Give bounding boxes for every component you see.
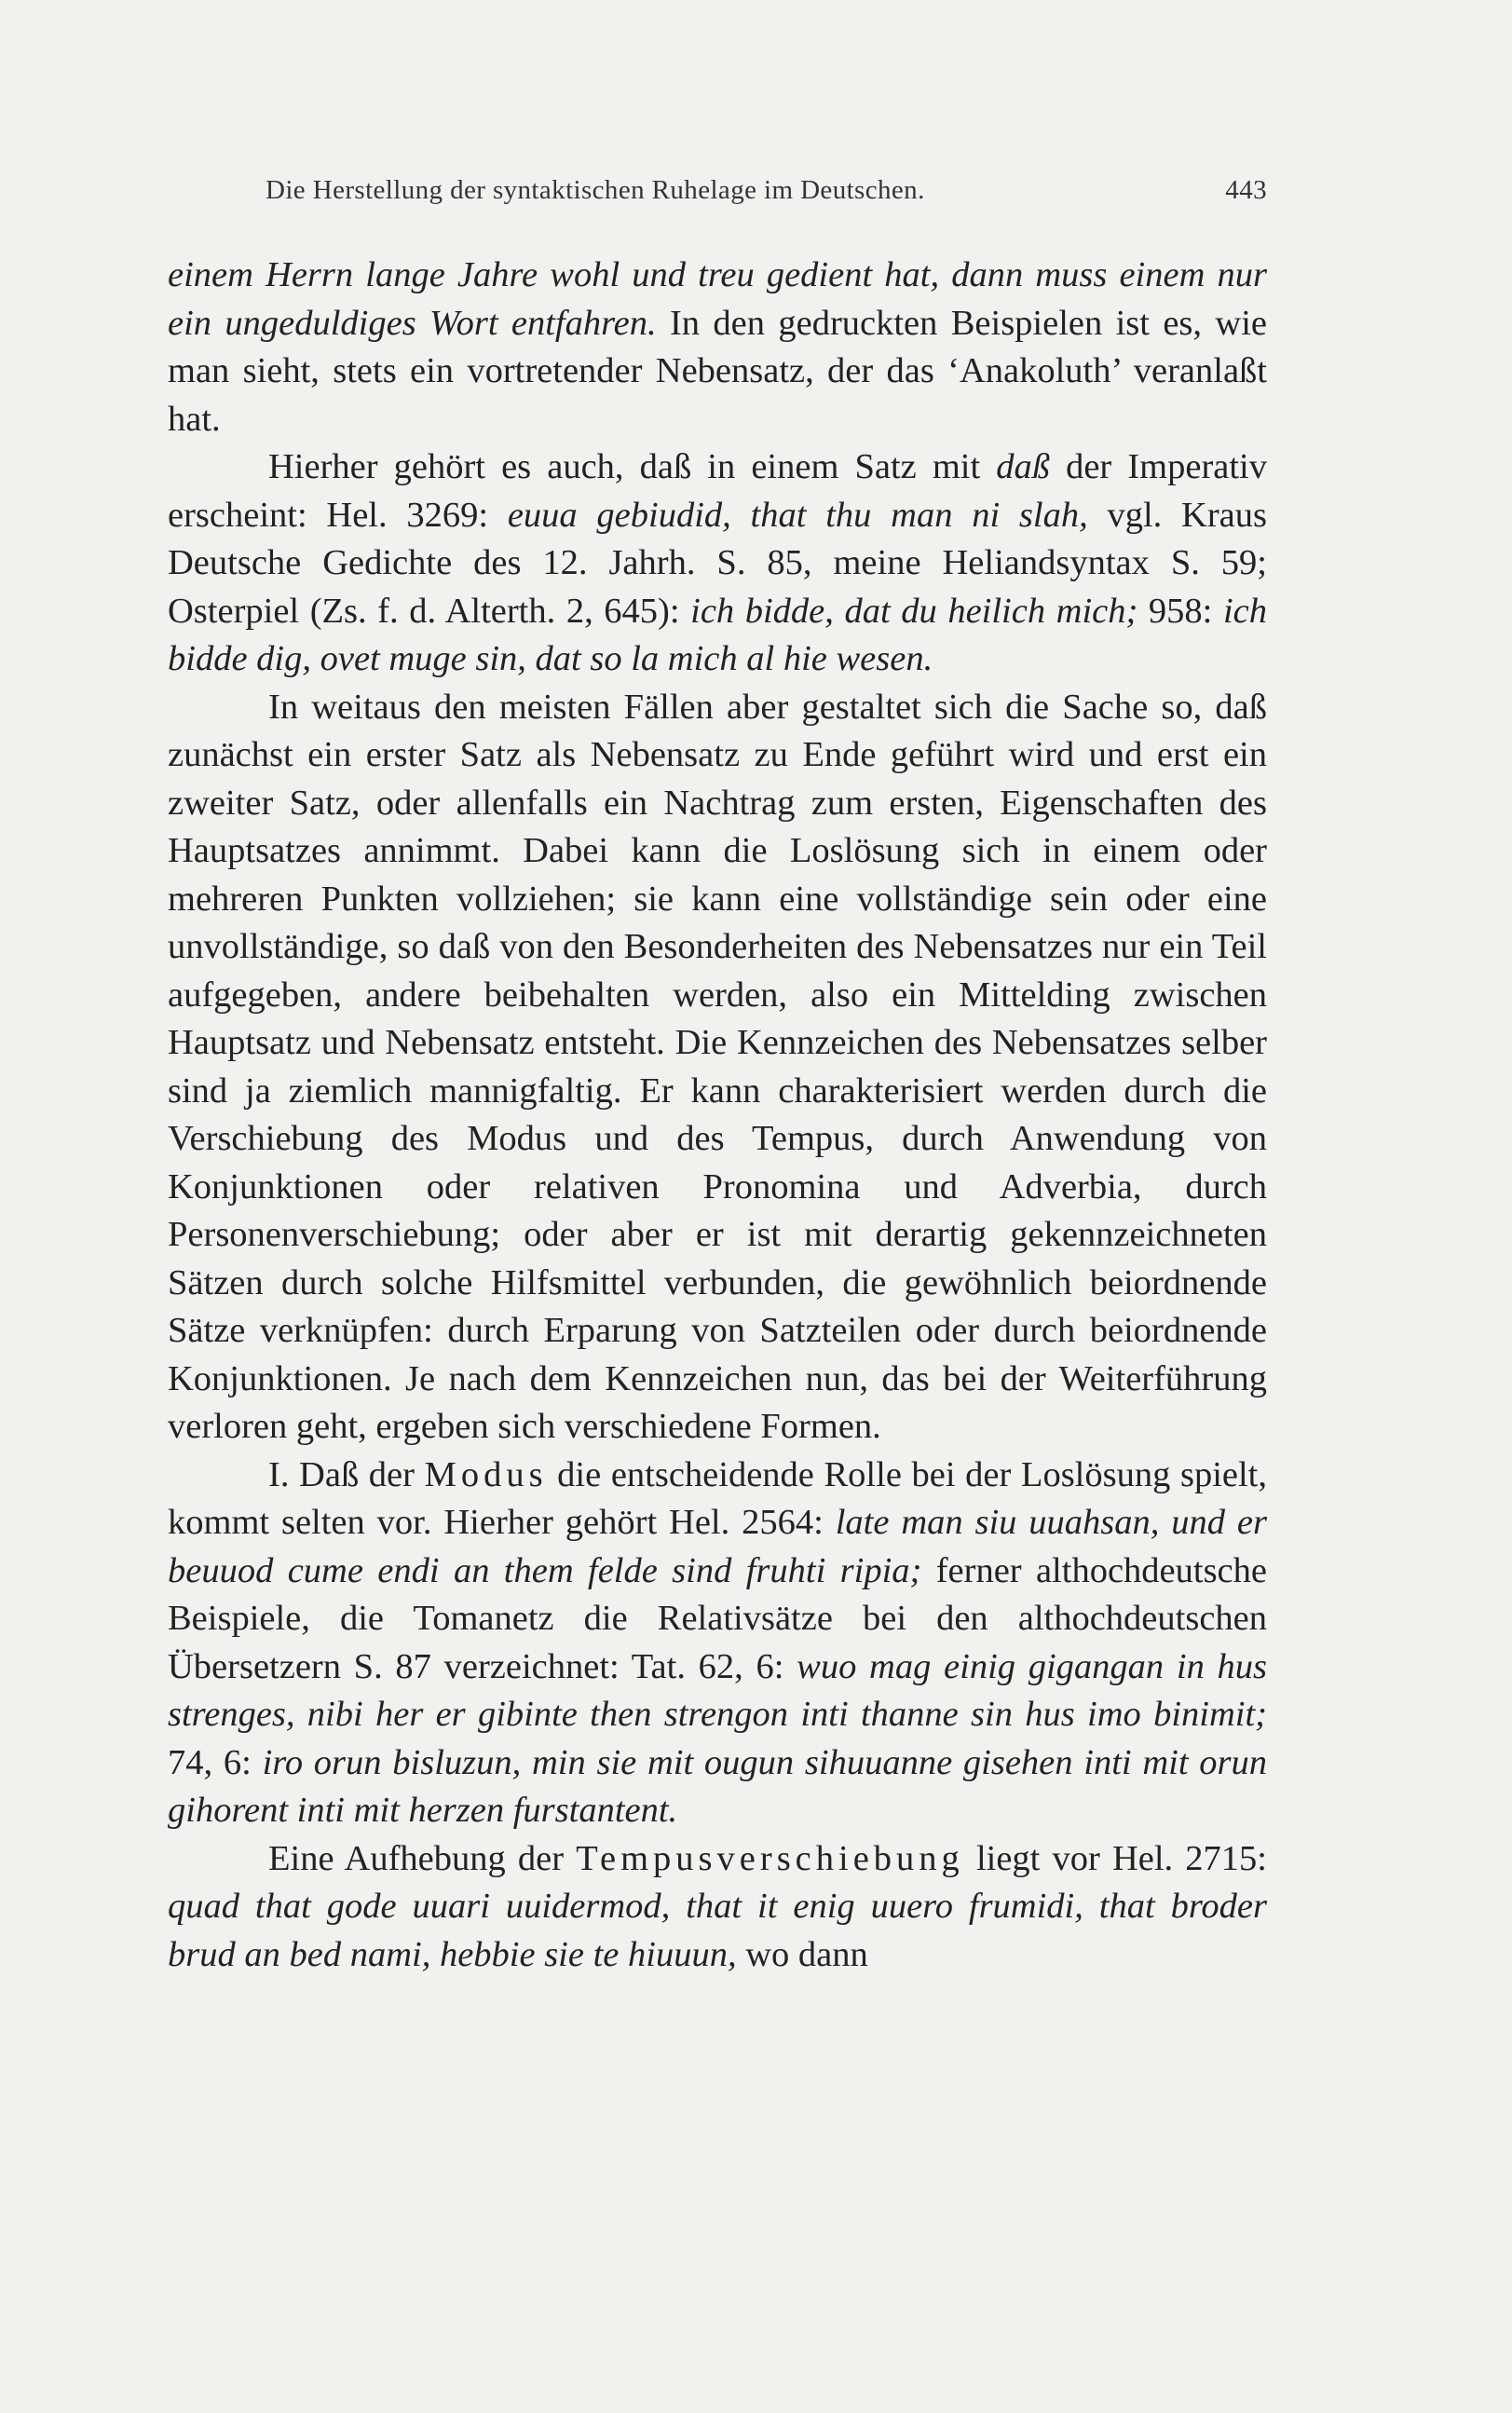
text-run: ferner althochdeutsche Beispiele, die Tomanetz die Relativsätze bei den althochdeutschen Übersetzern S. 87 verzeichnet: Tat. 62, 6: — [168, 1550, 1267, 1686]
page-number: 443 — [1225, 175, 1267, 205]
spaced-term: Tempusverschiebung — [576, 1838, 964, 1878]
quote-italic: ich bidde, dat du heilich mich; — [690, 591, 1138, 631]
paragraph-4 — [168, 1452, 1267, 1835]
text-run: vgl. Kraus Deutsche Gedichte des 12. Jahrh. S. 85, meine Heliandsyntax S. 59; Osterpiel (Zs. f. d. Alterth. 2, 645): — [168, 495, 1267, 631]
quote-italic: einem Herrn lange Jahre wohl und treu gedient hat, dann muss einem nur ein ungeduldiges Wort entfahren. — [168, 255, 1267, 343]
running-header — [266, 175, 1267, 206]
quote-italic: ich bidde dig, ovet muge sin, dat so la mich al hie wesen. — [168, 591, 1267, 678]
quote-italic: iro orun bisluzun, min sie mit ougun sihuuanne gisehen inti mit orun gihorent inti mit herzen furstantent. — [168, 1742, 1268, 1830]
text-run: Eine Aufhebung der — [268, 1838, 577, 1878]
text-run: 74, 6: — [168, 1742, 263, 1782]
text-run: 958: — [1137, 591, 1223, 631]
quote-italic: quad that gode uuari uuidermod, that it enig uuero frumidi, that broder brud an bed nami, hebbie sie te hiuuun, — [168, 1887, 1267, 1974]
text-run: wo dann — [736, 1934, 868, 1974]
paragraph-2 — [168, 443, 1267, 684]
running-title: Die Herstellung der syntaktischen Ruhelage im Deutschen. — [266, 175, 925, 205]
text-run: liegt vor Hel. 2715: — [963, 1838, 1267, 1878]
text-run: Hierher gehört es auch, daß in einem Satz mit — [268, 447, 997, 486]
text-run: die entscheidende Rolle bei der Loslösung spielt, kommt selten vor. Hierher gehört Hel. 2564: — [168, 1454, 1268, 1542]
paragraph-5 — [168, 1835, 1267, 1980]
spaced-term: Modus — [424, 1454, 548, 1494]
quote-italic: wuo mag einig gigangan in hus strenges, nibi her er gibinte then strengon inti thanne sin hus imo binimit; — [168, 1646, 1268, 1734]
text-run: I. Daß der — [268, 1454, 425, 1494]
quote-italic: late man siu uuahsan, und er beuuod cume endi an them felde sind fruhti ripia; — [168, 1503, 1267, 1590]
text-run: In den gedruckten Beispielen ist es, wie man sieht, stets ein vortretender Nebensatz, der das ‘Anakoluth’ veranlaßt hat. — [168, 303, 1267, 439]
paragraph-3: In weitaus den meisten Fällen aber gestaltet sich die Sache so, daß zunächst ein erster Satz als Nebensatz zu Ende geführt wird und erst ein zweiter Satz, oder allenfalls ein Nachtrag zum ersten, Eigenschaften des Hauptsatzes annimmt. Dabei kann die Loslösung sich in einem oder mehreren Punkten vollziehen; sie kann eine vollständige sein oder eine unvollständige, so daß von den Besonderheiten des Nebensatzes nur ein Teil aufgegeben, andere beibehalten werden, also ein Mittelding zwischen Hauptsatz und Nebensatz entsteht. Die Kennzeichen des Nebensatzes selber sind ja ziemlich mannigfaltig. Er kann charakterisiert werden durch die Verschiebung des Modus und des Tempus, durch Anwendung von Konjunktionen oder relativen Pronomina und Adverbia, durch Personenverschiebung; oder aber er ist mit derartig gekennzeichneten Sätzen durch solche Hilfsmittel verbunden, die gewöhnlich beiordnende Sätze verknüpfen: durch Erparung von Satzteilen oder durch beiordnende Konjunktionen. Je nach dem Kennzeichen nun, das bei der Weiterführung verloren geht, ergeben sich verschiedene Formen. — [168, 687, 1267, 1446]
body-text — [168, 252, 1267, 1979]
paragraph-1 — [168, 252, 1267, 443]
text-run: der Imperativ erscheint: Hel. 3269: — [168, 447, 1267, 535]
quote-italic: euua gebiudid, that thu man ni slah, — [507, 495, 1088, 535]
term-italic: daß — [996, 447, 1051, 486]
